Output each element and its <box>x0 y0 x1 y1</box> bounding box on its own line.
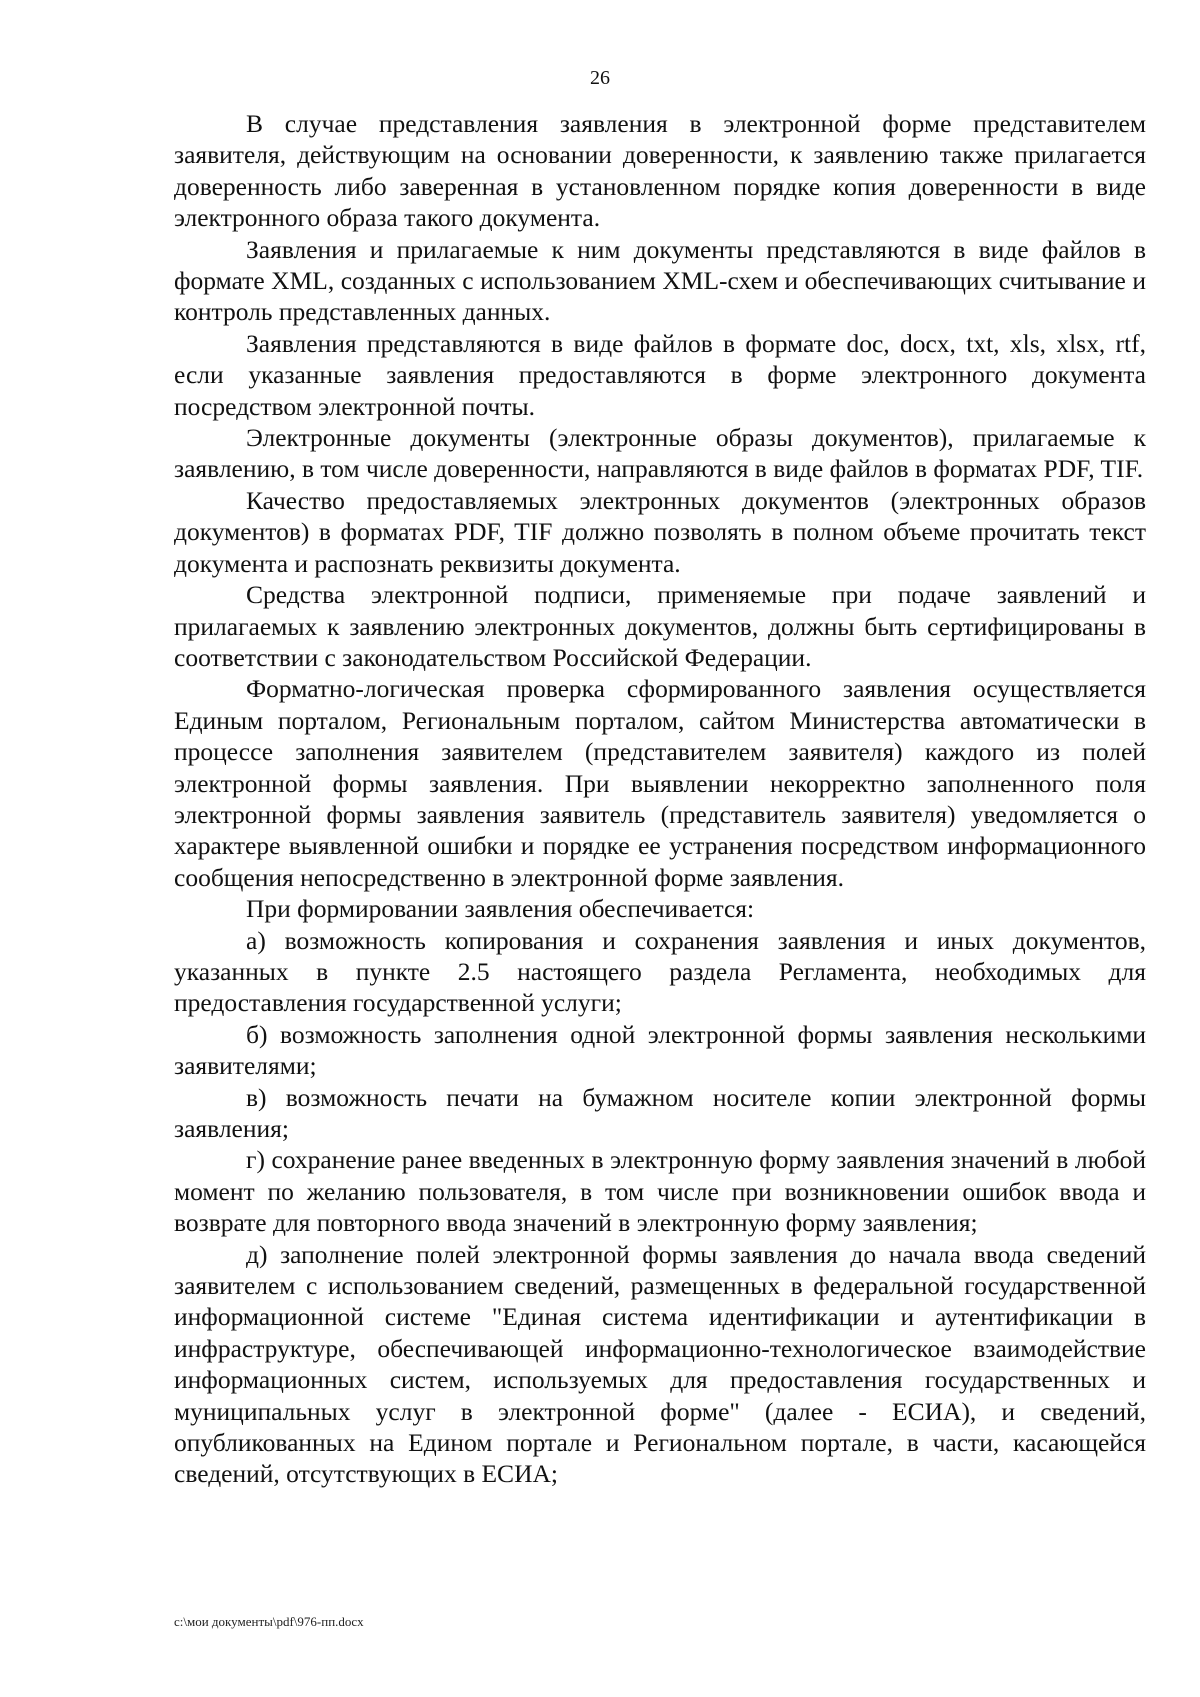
footer-file-path: c:\мои документы\pdf\976-пп.docx <box>174 1614 364 1629</box>
paragraph-format-logical-check: Форматно-логическая проверка сформированного заявления осуществляется Единым порталом, Региональным порталом, сайтом Министерства автоматически в процессе заполнения заявителем (представителем заявителя) каждого из полей электронной формы заявления. При выявлении некорректно заполненного поля электронной формы заявления заявитель (представитель заявителя) уведомляется о характере выявленной ошибки и порядке ее устранения посредством информационного сообщения непосредственно в электронной форме заявления. <box>174 674 1146 892</box>
paragraph-electronic-signature: Средства электронной подписи, применяемые при подаче заявлений и прилагаемых к заявлению электронных документов, должны быть сертифицированы в соответствии с законодательством Российской Федерации. <box>174 580 1146 672</box>
document-body <box>174 108 1146 1490</box>
list-item-g: г) сохранение ранее введенных в электронную форму заявления значений в любой момент по желанию пользователя, в том числе при возникновении ошибок ввода и возврате для повторного ввода значений в электронную форму заявления; <box>174 1145 1146 1238</box>
page-number: 26 <box>590 67 610 89</box>
list-item-v: в) возможность печати на бумажном носителе копии электронной формы заявления; <box>174 1082 1146 1143</box>
paragraph-representative-power-of-attorney: В случае представления заявления в электронной форме представителем заявителя, действующим на основании доверенности, к заявлению также прилагается доверенность либо заверенная в установленном порядке копия доверенности в виде электронного образа такого документа. <box>174 109 1146 233</box>
paragraph-file-formats: Заявления представляются в виде файлов в формате doc, docx, txt, xls, xlsx, rtf, если указанные заявления предоставляются в форме электронного документа посредством электронной почты. <box>174 328 1146 421</box>
paragraph-document-quality: Качество предоставляемых электронных документов (электронных образов документов) в форматах PDF, TIF должно позволять в полном объеме прочитать текст документа и распознать реквизиты документа. <box>174 485 1146 578</box>
list-item-d: д) заполнение полей электронной формы заявления до начала ввода сведений заявителем с использованием сведений, размещенных в федеральной государственной информационной системе "Единая система идентификации и аутентификации в инфраструктуре, обеспечивающей информационно-технологическое взаимодействие информационных систем, используемых для предоставления государственных и муниципальных услуг в электронной форме" (далее - ЕСИА), и сведений, опубликованных на Едином портале и Региональном портале, в части, касающейся сведений, отсутствующих в ЕСИА; <box>174 1239 1146 1489</box>
paragraph-form-provisions-intro: При формировании заявления обеспечивается: <box>246 894 755 924</box>
list-item-b: б) возможность заполнения одной электронной формы заявления несколькими заявителями; <box>174 1019 1146 1081</box>
paragraph-electronic-documents: Электронные документы (электронные образы документов), прилагаемые к заявлению, в том числе доверенности, направляются в виде файлов в форматах PDF, TIF. <box>174 423 1146 484</box>
paragraph-xml-format: Заявления и прилагаемые к ним документы представляются в виде файлов в формате XML, созданных с использованием XML-схем и обеспечивающих считывание и контроль представленных данных. <box>174 234 1146 327</box>
list-item-a: а) возможность копирования и сохранения заявления и иных документов, указанных в пункте 2.5 настоящего раздела Регламента, необходимых для предоставления государственной услуги; <box>174 925 1146 1018</box>
